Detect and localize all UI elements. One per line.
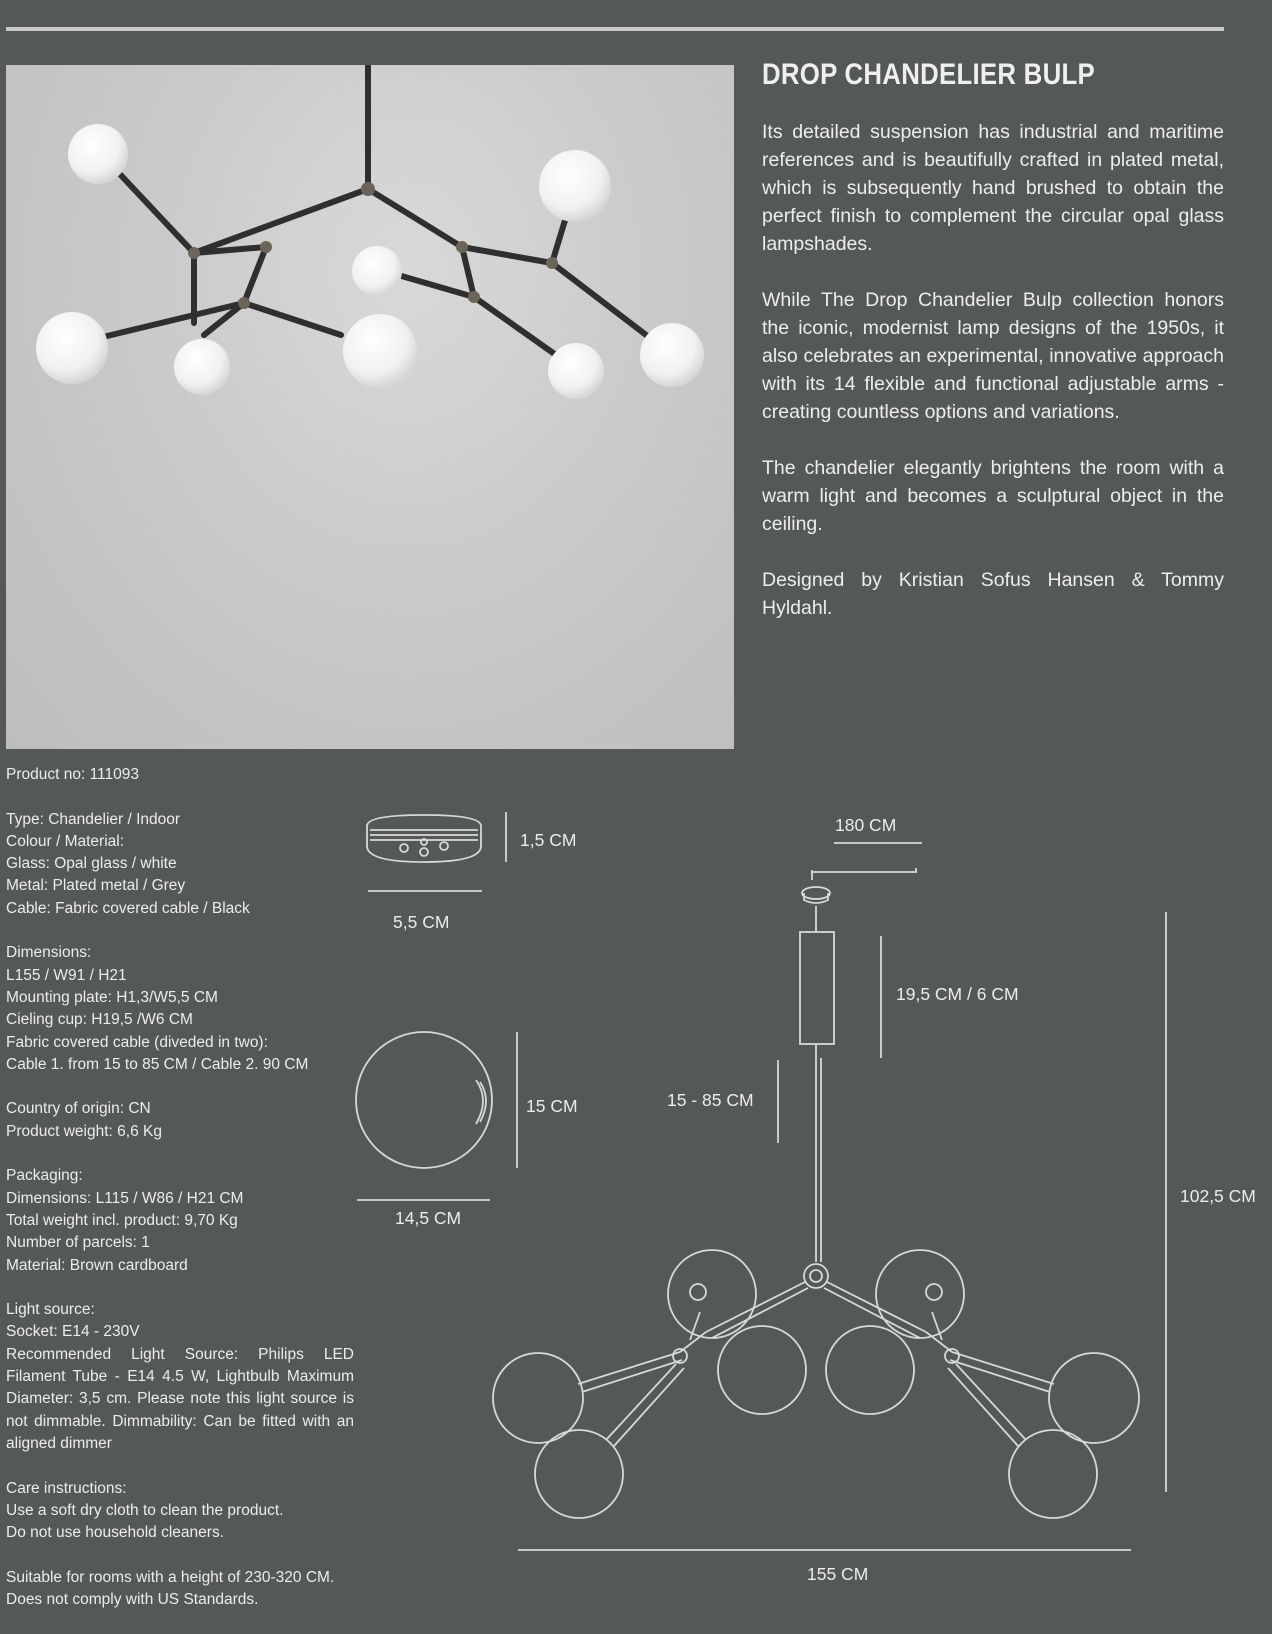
spec-line: Product weight: 6,6 Kg	[6, 1122, 162, 1140]
spec-line: Cieling cup: H19,5 /W6 CM	[6, 1011, 193, 1029]
spec-line: L155 / W91 / H21	[6, 966, 127, 984]
cord-length-label: 180 CM	[835, 815, 897, 835]
spec-line: Cable 1. from 15 to 85 CM / Cable 2. 90 CM	[6, 1055, 309, 1073]
spec-line: Packaging:	[6, 1167, 83, 1185]
globe-width-label: 14,5 CM	[395, 1208, 462, 1228]
cup-size-label: 19,5 CM / 6 CM	[896, 984, 1019, 1004]
spec-line: Recommended Light Source: Philips LED Filament Tube - E14 4.5 W, Lightbulb Maximum Diameter: 3,5 cm. Please note this light source is not dimmable. Dimmability: Can be fitted with an aligned dimmer	[6, 1345, 354, 1452]
product-title: DROP CHANDELIER BULP	[762, 58, 1095, 91]
spec-line: Product no: 111093	[6, 766, 139, 783]
description-paragraph: Its detailed suspension has industrial and maritime references and is beautifully crafted in plated metal, which is subsequently hand brushed to obtain the perfect finish to complement the circular opal glass lampshades.	[762, 121, 1224, 255]
ceiling-cup-drawing	[800, 932, 834, 1044]
globe-drawing	[356, 1032, 492, 1168]
spec-line: Glass: Opal glass / white	[6, 855, 177, 873]
spec-line: Type: Chandelier / Indoor	[6, 810, 181, 828]
plate-width-label: 5,5 CM	[393, 912, 450, 932]
spec-line: Mounting plate: H1,3/W5,5 CM	[6, 988, 218, 1006]
spec-line: Country of origin: CN	[6, 1100, 151, 1118]
spec-line: Cable: Fabric covered cable / Black	[6, 899, 250, 917]
spec-line: Fabric covered cable (diveded in two):	[6, 1033, 268, 1051]
spec-line: Light source:	[6, 1301, 95, 1319]
spec-line: Number of parcels: 1	[6, 1234, 150, 1252]
globe-height-label: 15 CM	[526, 1096, 578, 1116]
total-width-label: 155 CM	[807, 1564, 869, 1584]
spec-line: Total weight incl. product: 9,70 Kg	[6, 1211, 238, 1229]
designer-credit: Designed by Kristian Sofus Hansen & Tommy Hyldahl.	[762, 569, 1224, 619]
spec-line: Colour / Material:	[6, 832, 125, 850]
chandelier-drawing	[493, 1250, 1139, 1518]
spec-line: Material: Brown cardboard	[6, 1256, 188, 1274]
mounting-plate-drawing	[367, 815, 481, 862]
spec-line: Does not comply with US Standards.	[6, 1590, 259, 1608]
spec-line: Suitable for rooms with a height of 230-320 CM.	[6, 1568, 335, 1586]
description-paragraph: While The Drop Chandelier Bulp collection honors the iconic, modernist lamp designs of the 1950s, it also celebrates an experimental, innovative approach with its 14 flexible and functional adjustable arms - creating countless options and variations.	[762, 289, 1224, 423]
plate-height-label: 1,5 CM	[520, 830, 577, 850]
cable-range-label: 15 - 85 CM	[667, 1090, 754, 1110]
spec-line: Care instructions:	[6, 1479, 127, 1497]
spec-line: Metal: Plated metal / Grey	[6, 877, 186, 895]
spec-line: Socket: E14 - 230V	[6, 1323, 140, 1341]
description-paragraph: The chandelier elegantly brightens the room with a warm light and becomes a sculptural object in the ceiling.	[762, 457, 1224, 535]
spec-line: Dimensions:	[6, 944, 92, 962]
spec-line: Do not use household cleaners.	[6, 1524, 225, 1542]
total-height-label: 102,5 CM	[1180, 1186, 1256, 1206]
spec-line: Dimensions: L115 / W86 / H21 CM	[6, 1189, 244, 1207]
spec-line: Use a soft dry cloth to clean the product.	[6, 1501, 284, 1519]
